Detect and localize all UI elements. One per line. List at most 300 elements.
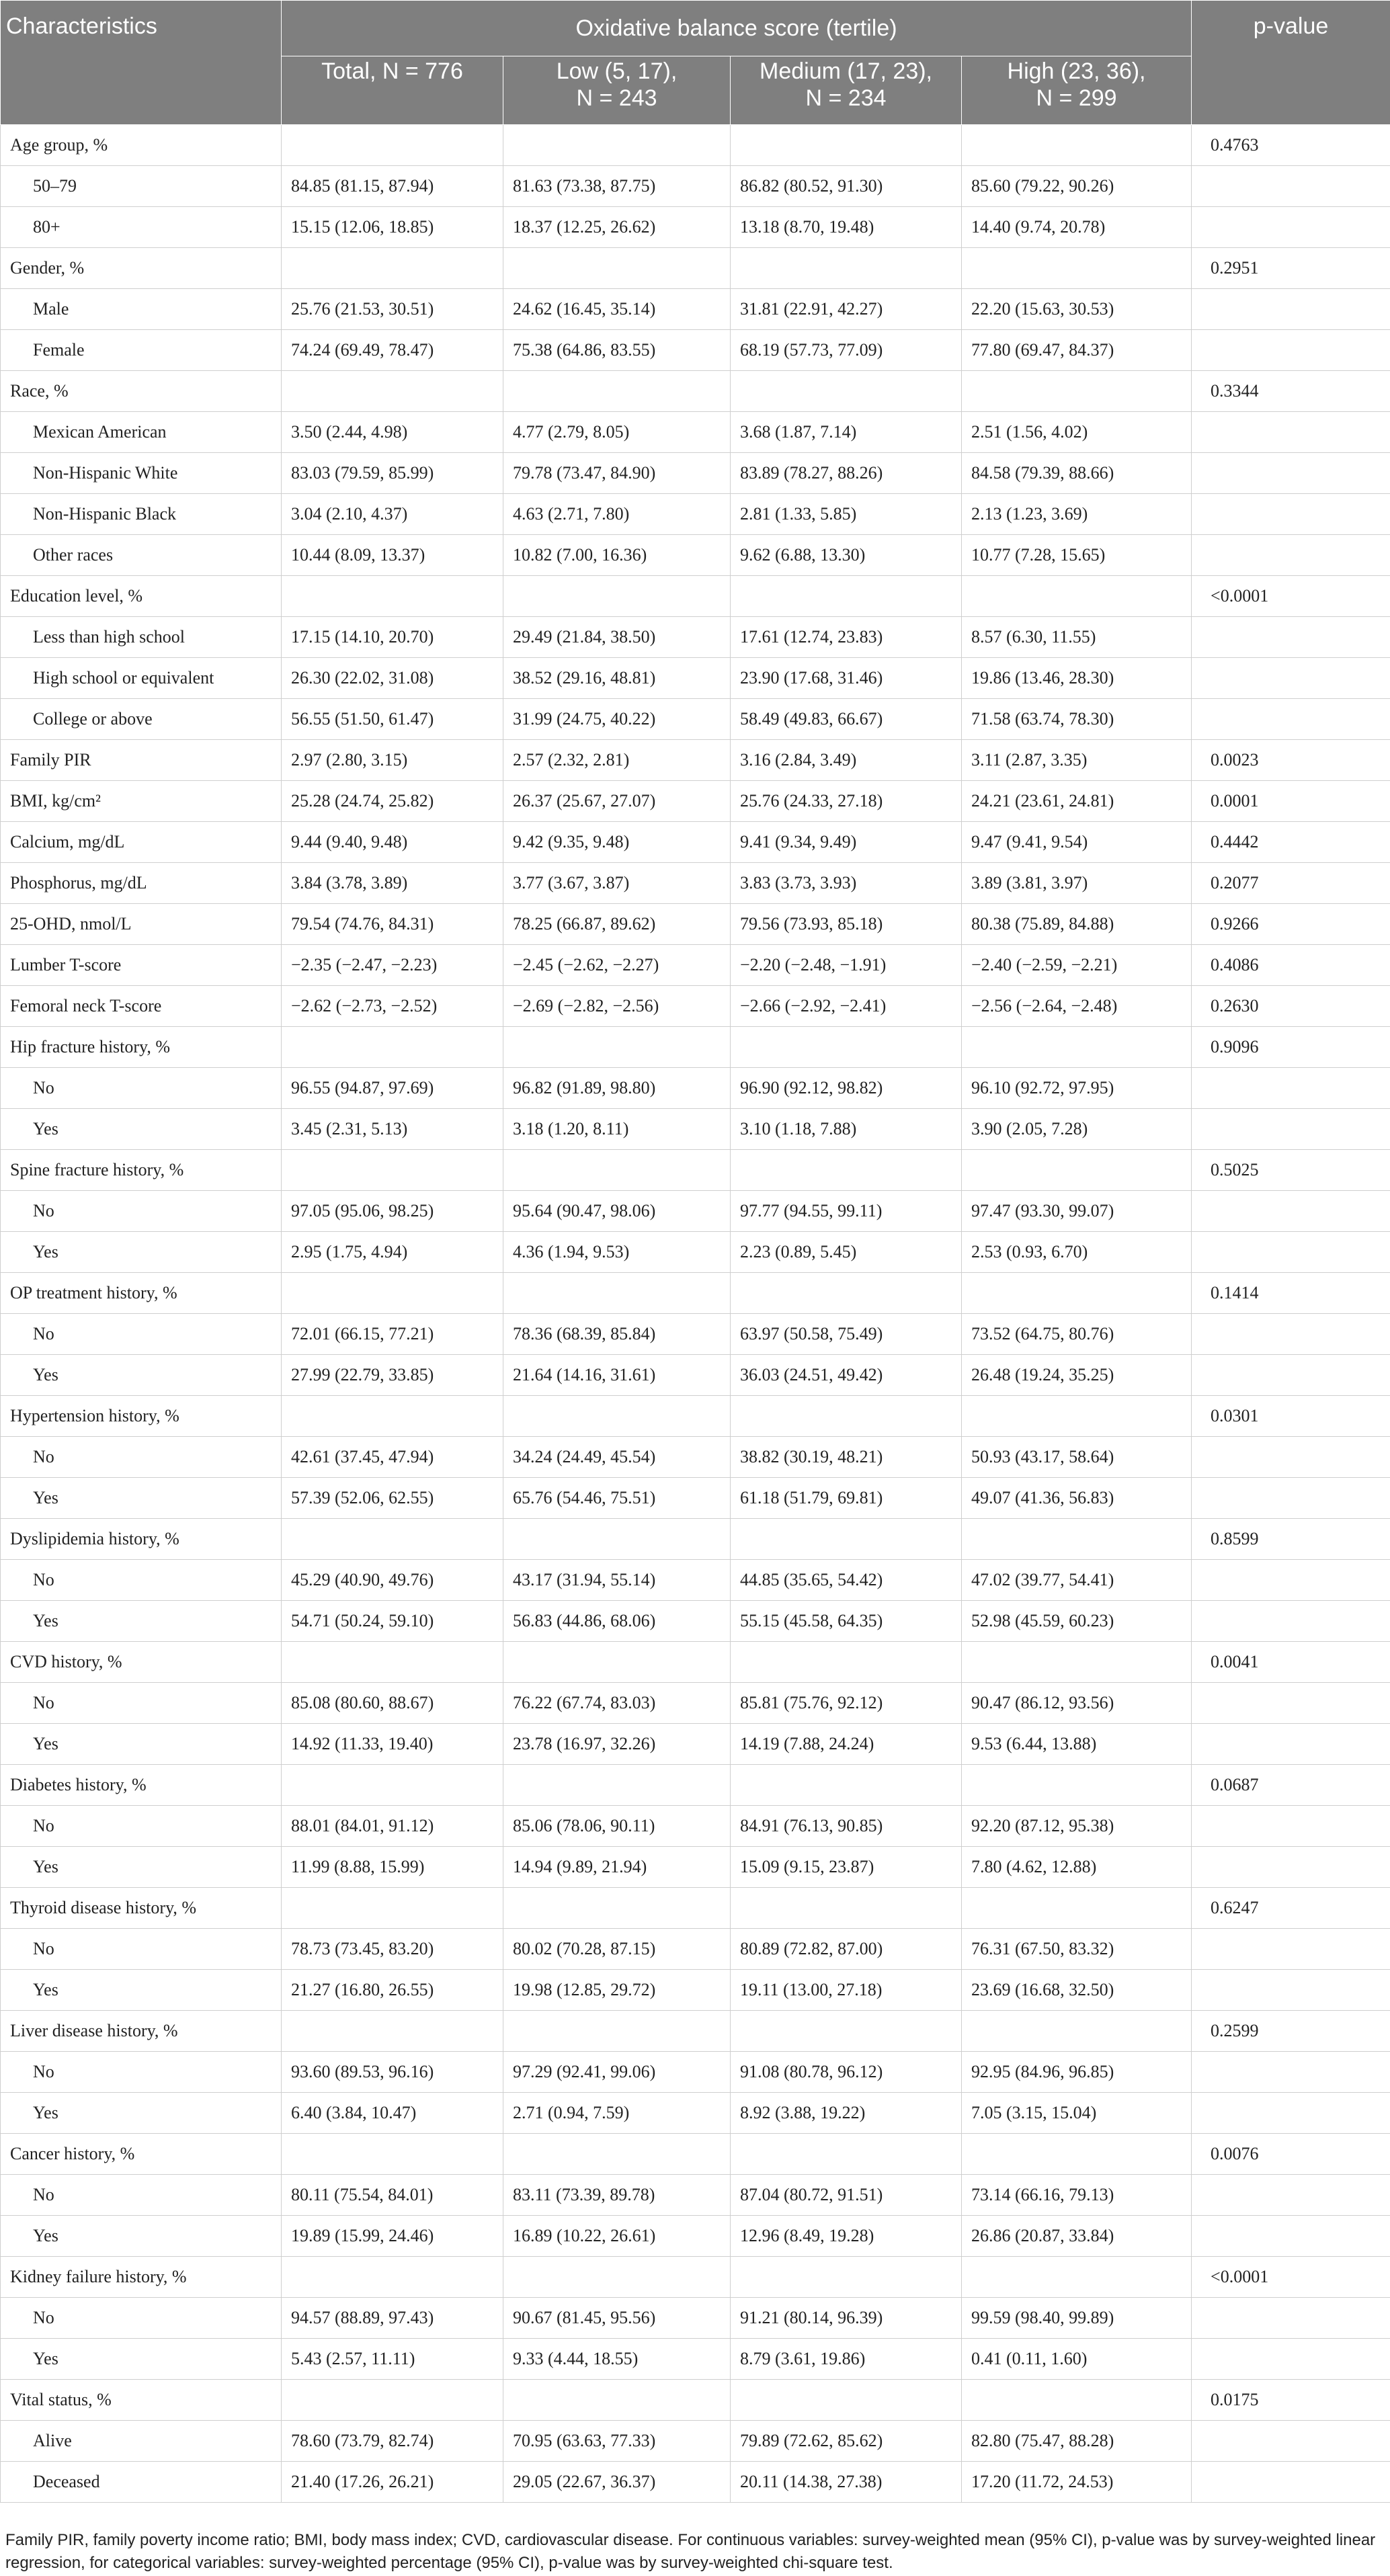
- row-value: 7.05 (3.15, 15.04): [962, 2093, 1192, 2134]
- row-value: 78.36 (68.39, 85.84): [503, 1314, 731, 1355]
- table-row: [1, 986, 1390, 1027]
- row-value: 80.02 (70.28, 87.15): [503, 1929, 731, 1970]
- row-label: Gender, %: [1, 248, 282, 289]
- row-value: 0.41 (0.11, 1.60): [962, 2339, 1192, 2380]
- row-value: 58.49 (49.83, 66.67): [731, 699, 962, 740]
- row-value: 15.09 (9.15, 23.87): [731, 1847, 962, 1888]
- row-label: Yes: [1, 1355, 282, 1396]
- row-p-value: [1192, 617, 1390, 658]
- table-row: [1, 1314, 1390, 1355]
- table-row: [1, 1970, 1390, 2011]
- row-value: −2.45 (−2.62, −2.27): [503, 945, 731, 986]
- table-row: [1, 535, 1390, 576]
- row-value: 84.58 (79.39, 88.66): [962, 453, 1192, 494]
- row-value: 9.44 (9.40, 9.48): [282, 822, 503, 863]
- table-row: [1, 740, 1390, 781]
- row-value: 56.55 (51.50, 61.47): [282, 699, 503, 740]
- row-p-value: [1192, 2339, 1390, 2380]
- row-value: 26.30 (22.02, 31.08): [282, 658, 503, 699]
- row-value: 78.60 (73.79, 82.74): [282, 2421, 503, 2462]
- row-value: 14.19 (7.88, 24.24): [731, 1724, 962, 1765]
- row-value: 73.52 (64.75, 80.76): [962, 1314, 1192, 1355]
- row-label: Lumber T-score: [1, 945, 282, 986]
- row-value: −2.40 (−2.59, −2.21): [962, 945, 1192, 986]
- row-value: [503, 1027, 731, 1068]
- row-value: [503, 1273, 731, 1314]
- row-value: 63.97 (50.58, 75.49): [731, 1314, 962, 1355]
- row-value: 26.86 (20.87, 33.84): [962, 2216, 1192, 2257]
- row-label: Hip fracture history, %: [1, 1027, 282, 1068]
- row-value: 15.15 (12.06, 18.85): [282, 207, 503, 248]
- row-value: 96.10 (92.72, 97.95): [962, 1068, 1192, 1109]
- row-label: Yes: [1, 2216, 282, 2257]
- row-value: 17.20 (11.72, 24.53): [962, 2462, 1192, 2503]
- row-value: 2.97 (2.80, 3.15): [282, 740, 503, 781]
- row-value: 83.03 (79.59, 85.99): [282, 453, 503, 494]
- row-label: Non-Hispanic White: [1, 453, 282, 494]
- row-value: 71.58 (63.74, 78.30): [962, 699, 1192, 740]
- row-value: 2.53 (0.93, 6.70): [962, 1232, 1192, 1273]
- row-value: 3.16 (2.84, 3.49): [731, 740, 962, 781]
- row-value: 91.21 (80.14, 96.39): [731, 2298, 962, 2339]
- row-value: 29.49 (21.84, 38.50): [503, 617, 731, 658]
- row-label: Diabetes history, %: [1, 1765, 282, 1806]
- row-value: 86.82 (80.52, 91.30): [731, 166, 962, 207]
- table-row: [1, 1150, 1390, 1191]
- row-label: Race, %: [1, 371, 282, 412]
- row-value: 52.98 (45.59, 60.23): [962, 1601, 1192, 1642]
- row-p-value: [1192, 1847, 1390, 1888]
- row-value: 90.67 (81.45, 95.56): [503, 2298, 731, 2339]
- row-value: 34.24 (24.49, 45.54): [503, 1437, 731, 1478]
- row-label: No: [1, 2175, 282, 2216]
- row-value: 65.76 (54.46, 75.51): [503, 1478, 731, 1519]
- row-label: 50–79: [1, 166, 282, 207]
- row-value: 96.82 (91.89, 98.80): [503, 1068, 731, 1109]
- row-value: 17.15 (14.10, 20.70): [282, 617, 503, 658]
- table-row: [1, 2052, 1390, 2093]
- table-row: [1, 2216, 1390, 2257]
- table-footnote: Family PIR, family poverty income ratio; BMI, body mass index; CVD, cardiovascular disease. For continuous variables: survey-weighted mean (95% CI), p-value was by survey-weighted linear regression, for categorical variables: survey-weighted percentage (95% CI), p-value was by survey-weighted chi-square test.: [5, 2531, 1376, 2572]
- row-value: 4.77 (2.79, 8.05): [503, 412, 731, 453]
- row-value: 2.13 (1.23, 3.69): [962, 494, 1192, 535]
- row-p-value: 0.1414: [1192, 1273, 1390, 1314]
- row-value: 85.60 (79.22, 90.26): [962, 166, 1192, 207]
- table-row: [1, 1273, 1390, 1314]
- row-value: 92.20 (87.12, 95.38): [962, 1806, 1192, 1847]
- row-p-value: 0.0001: [1192, 781, 1390, 822]
- row-value: 26.37 (25.67, 27.07): [503, 781, 731, 822]
- row-value: 9.62 (6.88, 13.30): [731, 535, 962, 576]
- row-label: Mexican American: [1, 412, 282, 453]
- row-value: 3.04 (2.10, 4.37): [282, 494, 503, 535]
- row-value: [731, 1396, 962, 1437]
- row-value: 2.71 (0.94, 7.59): [503, 2093, 731, 2134]
- row-value: 74.24 (69.49, 78.47): [282, 330, 503, 371]
- row-value: 83.89 (78.27, 88.26): [731, 453, 962, 494]
- row-value: [282, 371, 503, 412]
- table-row: [1, 1478, 1390, 1519]
- table-row: [1, 904, 1390, 945]
- row-value: 82.80 (75.47, 88.28): [962, 2421, 1192, 2462]
- row-value: 56.83 (44.86, 68.06): [503, 1601, 731, 1642]
- row-value: [282, 248, 503, 289]
- row-p-value: 0.4086: [1192, 945, 1390, 986]
- row-value: 9.41 (9.34, 9.49): [731, 822, 962, 863]
- row-label: Deceased: [1, 2462, 282, 2503]
- row-p-value: [1192, 1109, 1390, 1150]
- row-value: 9.53 (6.44, 13.88): [962, 1724, 1192, 1765]
- row-value: 96.90 (92.12, 98.82): [731, 1068, 962, 1109]
- row-value: 29.05 (22.67, 36.37): [503, 2462, 731, 2503]
- row-p-value: [1192, 1601, 1390, 1642]
- table-row: [1, 1232, 1390, 1273]
- table-body: [1, 125, 1390, 2503]
- row-value: [282, 2380, 503, 2421]
- row-value: 23.78 (16.97, 32.26): [503, 1724, 731, 1765]
- row-value: [962, 2011, 1192, 2052]
- row-value: [503, 1396, 731, 1437]
- row-label: CVD history, %: [1, 1642, 282, 1683]
- row-value: 20.11 (14.38, 27.38): [731, 2462, 962, 2503]
- row-p-value: 0.8599: [1192, 1519, 1390, 1560]
- row-value: 27.99 (22.79, 33.85): [282, 1355, 503, 1396]
- row-value: 19.89 (15.99, 24.46): [282, 2216, 503, 2257]
- row-value: [503, 2257, 731, 2298]
- row-label: College or above: [1, 699, 282, 740]
- row-label: BMI, kg/cm²: [1, 781, 282, 822]
- row-value: [962, 1642, 1192, 1683]
- row-p-value: [1192, 1232, 1390, 1273]
- row-label: Less than high school: [1, 617, 282, 658]
- row-value: 57.39 (52.06, 62.55): [282, 1478, 503, 1519]
- row-value: [962, 2380, 1192, 2421]
- row-label: Thyroid disease history, %: [1, 1888, 282, 1929]
- header-column-0: [282, 56, 503, 125]
- table-row: [1, 822, 1390, 863]
- table-row: [1, 2339, 1390, 2380]
- header-column-line: N = 299: [1036, 85, 1117, 111]
- row-value: 97.47 (93.30, 99.07): [962, 1191, 1192, 1232]
- row-value: 96.55 (94.87, 97.69): [282, 1068, 503, 1109]
- row-value: 38.82 (30.19, 48.21): [731, 1437, 962, 1478]
- row-value: 79.78 (73.47, 84.90): [503, 453, 731, 494]
- row-value: 4.36 (1.94, 9.53): [503, 1232, 731, 1273]
- row-label: Non-Hispanic Black: [1, 494, 282, 535]
- table-row: [1, 1560, 1390, 1601]
- row-value: 49.07 (41.36, 56.83): [962, 1478, 1192, 1519]
- table-row: [1, 330, 1390, 371]
- header-column-line: N = 234: [805, 85, 887, 111]
- row-value: 75.38 (64.86, 83.55): [503, 330, 731, 371]
- row-value: [282, 2134, 503, 2175]
- row-p-value: [1192, 1355, 1390, 1396]
- header-column-line: N = 243: [576, 85, 657, 111]
- row-value: 80.89 (72.82, 87.00): [731, 1929, 962, 1970]
- row-p-value: <0.0001: [1192, 2257, 1390, 2298]
- row-value: 5.43 (2.57, 11.11): [282, 2339, 503, 2380]
- row-value: 25.28 (24.74, 25.82): [282, 781, 503, 822]
- row-p-value: 0.0023: [1192, 740, 1390, 781]
- table-row: [1, 1355, 1390, 1396]
- row-p-value: 0.0301: [1192, 1396, 1390, 1437]
- row-p-value: [1192, 207, 1390, 248]
- row-value: [503, 2380, 731, 2421]
- table-row: [1, 2462, 1390, 2503]
- row-value: 6.40 (3.84, 10.47): [282, 2093, 503, 2134]
- row-p-value: [1192, 412, 1390, 453]
- header-column-1: [503, 56, 731, 125]
- row-label: Kidney failure history, %: [1, 2257, 282, 2298]
- table-row: [1, 1724, 1390, 1765]
- row-value: [282, 1027, 503, 1068]
- row-p-value: 0.2951: [1192, 248, 1390, 289]
- row-value: [962, 576, 1192, 617]
- row-label: Alive: [1, 2421, 282, 2462]
- row-value: 3.45 (2.31, 5.13): [282, 1109, 503, 1150]
- row-p-value: <0.0001: [1192, 576, 1390, 617]
- row-value: [503, 1888, 731, 1929]
- table-row: [1, 1109, 1390, 1150]
- table-row: [1, 1396, 1390, 1437]
- row-value: 44.85 (35.65, 54.42): [731, 1560, 962, 1601]
- row-value: 19.98 (12.85, 29.72): [503, 1970, 731, 2011]
- row-label: Yes: [1, 1601, 282, 1642]
- table-row: [1, 617, 1390, 658]
- table-row: [1, 2175, 1390, 2216]
- row-label: Age group, %: [1, 125, 282, 166]
- row-value: [731, 576, 962, 617]
- row-value: 87.04 (80.72, 91.51): [731, 2175, 962, 2216]
- row-p-value: [1192, 1806, 1390, 1847]
- row-p-value: 0.0175: [1192, 2380, 1390, 2421]
- row-value: 21.27 (16.80, 26.55): [282, 1970, 503, 2011]
- row-value: 80.38 (75.89, 84.88): [962, 904, 1192, 945]
- row-value: 21.40 (17.26, 26.21): [282, 2462, 503, 2503]
- row-p-value: 0.0687: [1192, 1765, 1390, 1806]
- row-label: No: [1, 1314, 282, 1355]
- header-column-line: Low (5, 17),: [556, 58, 678, 84]
- row-label: Phosphorus, mg/dL: [1, 863, 282, 904]
- row-value: 97.29 (92.41, 99.06): [503, 2052, 731, 2093]
- row-value: [282, 1519, 503, 1560]
- row-value: [731, 1765, 962, 1806]
- row-value: 3.83 (3.73, 3.93): [731, 863, 962, 904]
- row-value: 7.80 (4.62, 12.88): [962, 1847, 1192, 1888]
- row-label: Hypertension history, %: [1, 1396, 282, 1437]
- row-value: [731, 2011, 962, 2052]
- row-p-value: [1192, 330, 1390, 371]
- row-p-value: [1192, 1478, 1390, 1519]
- row-value: 14.94 (9.89, 21.94): [503, 1847, 731, 1888]
- row-value: [962, 248, 1192, 289]
- table-row: [1, 2257, 1390, 2298]
- row-label: Yes: [1, 1232, 282, 1273]
- row-p-value: 0.5025: [1192, 1150, 1390, 1191]
- row-p-value: [1192, 494, 1390, 535]
- row-label: Male: [1, 289, 282, 330]
- row-value: −2.62 (−2.73, −2.52): [282, 986, 503, 1027]
- row-value: 31.81 (22.91, 42.27): [731, 289, 962, 330]
- row-value: 8.79 (3.61, 19.86): [731, 2339, 962, 2380]
- row-value: 4.63 (2.71, 7.80): [503, 494, 731, 535]
- row-value: 83.11 (73.39, 89.78): [503, 2175, 731, 2216]
- row-value: [503, 576, 731, 617]
- table-row: [1, 1888, 1390, 1929]
- table-row: [1, 2421, 1390, 2462]
- row-value: −2.56 (−2.64, −2.48): [962, 986, 1192, 1027]
- row-value: 9.33 (4.44, 18.55): [503, 2339, 731, 2380]
- row-value: 77.80 (69.47, 84.37): [962, 330, 1192, 371]
- row-value: [962, 1888, 1192, 1929]
- table-row: [1, 1642, 1390, 1683]
- row-value: 2.81 (1.33, 5.85): [731, 494, 962, 535]
- row-value: 88.01 (84.01, 91.12): [282, 1806, 503, 1847]
- row-value: [731, 1888, 962, 1929]
- row-p-value: [1192, 2298, 1390, 2339]
- table-row: [1, 2380, 1390, 2421]
- row-value: [503, 1519, 731, 1560]
- row-value: 3.18 (1.20, 8.11): [503, 1109, 731, 1150]
- row-value: [962, 125, 1192, 166]
- row-value: [731, 248, 962, 289]
- row-p-value: 0.0076: [1192, 2134, 1390, 2175]
- row-label: Family PIR: [1, 740, 282, 781]
- row-value: 14.40 (9.74, 20.78): [962, 207, 1192, 248]
- row-p-value: [1192, 1970, 1390, 2011]
- row-value: 99.59 (98.40, 99.89): [962, 2298, 1192, 2339]
- row-label: Calcium, mg/dL: [1, 822, 282, 863]
- table-row: [1, 412, 1390, 453]
- row-p-value: 0.6247: [1192, 1888, 1390, 1929]
- row-value: 80.11 (75.54, 84.01): [282, 2175, 503, 2216]
- row-value: 84.91 (76.13, 90.85): [731, 1806, 962, 1847]
- row-value: 76.22 (67.74, 83.03): [503, 1683, 731, 1724]
- row-value: [962, 2257, 1192, 2298]
- row-value: 18.37 (12.25, 26.62): [503, 207, 731, 248]
- row-value: 2.23 (0.89, 5.45): [731, 1232, 962, 1273]
- row-value: 78.73 (73.45, 83.20): [282, 1929, 503, 1970]
- row-p-value: [1192, 699, 1390, 740]
- row-value: 76.31 (67.50, 83.32): [962, 1929, 1192, 1970]
- table-row: [1, 289, 1390, 330]
- row-value: [962, 1150, 1192, 1191]
- row-value: [282, 1396, 503, 1437]
- row-value: 22.20 (15.63, 30.53): [962, 289, 1192, 330]
- row-value: 10.77 (7.28, 15.65): [962, 535, 1192, 576]
- row-value: 2.57 (2.32, 2.81): [503, 740, 731, 781]
- row-value: [282, 1642, 503, 1683]
- row-value: [731, 1519, 962, 1560]
- row-value: 55.15 (45.58, 64.35): [731, 1601, 962, 1642]
- row-value: 90.47 (86.12, 93.56): [962, 1683, 1192, 1724]
- row-p-value: 0.4763: [1192, 125, 1390, 166]
- row-value: [503, 2011, 731, 2052]
- row-value: [282, 2011, 503, 2052]
- row-p-value: [1192, 535, 1390, 576]
- row-value: 79.89 (72.62, 85.62): [731, 2421, 962, 2462]
- row-value: [731, 1273, 962, 1314]
- row-value: −2.20 (−2.48, −1.91): [731, 945, 962, 986]
- row-p-value: [1192, 166, 1390, 207]
- header-p-value: p-value: [1192, 1, 1390, 125]
- row-label: Yes: [1, 1847, 282, 1888]
- row-p-value: [1192, 1724, 1390, 1765]
- row-p-value: [1192, 1314, 1390, 1355]
- row-value: 97.77 (94.55, 99.11): [731, 1191, 962, 1232]
- table-row: [1, 207, 1390, 248]
- row-value: 9.47 (9.41, 9.54): [962, 822, 1192, 863]
- row-label: No: [1, 1191, 282, 1232]
- row-value: 97.05 (95.06, 98.25): [282, 1191, 503, 1232]
- table-row: [1, 1806, 1390, 1847]
- row-value: 3.90 (2.05, 7.28): [962, 1109, 1192, 1150]
- row-value: [282, 1888, 503, 1929]
- row-value: 3.50 (2.44, 4.98): [282, 412, 503, 453]
- header-column-line: High (23, 36),: [1007, 58, 1146, 84]
- table-row: [1, 2093, 1390, 2134]
- row-value: [282, 2257, 503, 2298]
- row-value: 24.21 (23.61, 24.81): [962, 781, 1192, 822]
- row-value: 73.14 (66.16, 79.13): [962, 2175, 1192, 2216]
- row-label: Dyslipidemia history, %: [1, 1519, 282, 1560]
- row-value: 3.89 (3.81, 3.97): [962, 863, 1192, 904]
- header-column-line: Total, N = 776: [321, 58, 463, 84]
- row-p-value: 0.9096: [1192, 1027, 1390, 1068]
- row-value: 11.99 (8.88, 15.99): [282, 1847, 503, 1888]
- row-p-value: [1192, 1191, 1390, 1232]
- table-row: [1, 1765, 1390, 1806]
- table-row: [1, 1929, 1390, 1970]
- row-label: Spine fracture history, %: [1, 1150, 282, 1191]
- row-label: High school or equivalent: [1, 658, 282, 699]
- row-value: [503, 125, 731, 166]
- row-label: Femoral neck T-score: [1, 986, 282, 1027]
- row-p-value: [1192, 658, 1390, 699]
- row-value: [282, 576, 503, 617]
- row-value: [503, 371, 731, 412]
- row-value: −2.35 (−2.47, −2.23): [282, 945, 503, 986]
- table-header: [1, 1, 1390, 125]
- row-p-value: 0.3344: [1192, 371, 1390, 412]
- row-value: 85.06 (78.06, 90.11): [503, 1806, 731, 1847]
- row-value: 23.69 (16.68, 32.50): [962, 1970, 1192, 2011]
- table-row: [1, 248, 1390, 289]
- table-row: [1, 1847, 1390, 1888]
- row-value: [731, 2380, 962, 2421]
- table-row: [1, 371, 1390, 412]
- row-value: 12.96 (8.49, 19.28): [731, 2216, 962, 2257]
- row-label: 25-OHD, nmol/L: [1, 904, 282, 945]
- row-value: 45.29 (40.90, 49.76): [282, 1560, 503, 1601]
- row-p-value: 0.0041: [1192, 1642, 1390, 1683]
- row-value: 25.76 (24.33, 27.18): [731, 781, 962, 822]
- row-value: 2.95 (1.75, 4.94): [282, 1232, 503, 1273]
- row-label: Education level, %: [1, 576, 282, 617]
- row-p-value: [1192, 1068, 1390, 1109]
- row-label: Other races: [1, 535, 282, 576]
- row-p-value: [1192, 1560, 1390, 1601]
- row-p-value: 0.9266: [1192, 904, 1390, 945]
- row-p-value: [1192, 2175, 1390, 2216]
- header-score-group: Oxidative balance score (tertile): [282, 1, 1192, 56]
- row-label: 80+: [1, 207, 282, 248]
- row-value: [282, 1765, 503, 1806]
- row-value: 78.25 (66.87, 89.62): [503, 904, 731, 945]
- table-row: [1, 781, 1390, 822]
- table-row: [1, 1519, 1390, 1560]
- row-label: No: [1, 1806, 282, 1847]
